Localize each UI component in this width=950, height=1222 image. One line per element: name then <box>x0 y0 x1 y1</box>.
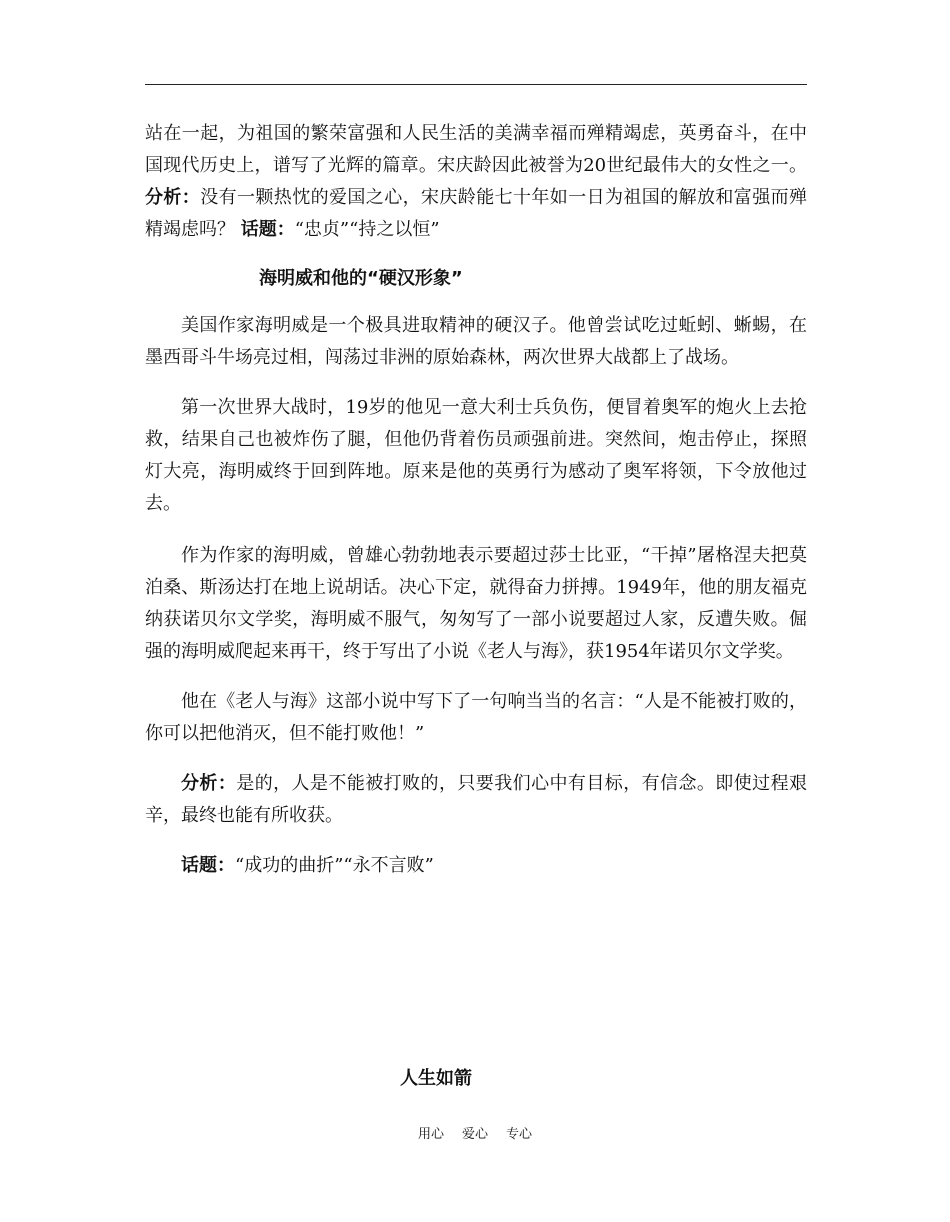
article-title: 海明威和他的“硬汉形象” <box>259 268 463 289</box>
document-content <box>145 118 807 882</box>
article-paragraph-1: 美国作家海明威是一个极具进取精神的硬汉子。他曾尝试吃过蚯蚓、蜥蜴，在墨西哥斗牛场亮过相，闯荡过非洲的原始森林，两次世界大战都上了战场。 <box>145 315 807 368</box>
footer-part-2: 爱心 <box>461 1127 488 1142</box>
article-analysis <box>145 768 807 832</box>
article-topic-text: “成功的曲折”“永不言败” <box>235 855 434 876</box>
intro-topic-text: “忠贞”“持之以恒” <box>294 219 440 240</box>
article-analysis-label: 分析： <box>181 773 237 794</box>
footer-part-3: 专心 <box>506 1127 533 1142</box>
intro-analysis-text: 没有一颗热忱的爱国之心，宋庆龄能七十年如一日为祖国的解放和富强而殚精竭虑吗？ <box>145 187 807 240</box>
article-analysis-text: 是的，人是不能被打败的，只要我们心中有目标，有信念。即使过程艰辛，最终也能有所收获。 <box>145 773 808 826</box>
footer-part-1: 用心 <box>417 1127 444 1142</box>
next-section-title: 人生如箭 <box>400 1068 472 1089</box>
article-paragraph-2: 第一次世界大战时，19岁的他见一意大利士兵负伤，便冒着奥军的炮火上去抢救，结果自己也被炸伤了腿，但他仍背着伤员顽强前进。突然间，炮击停止，探照灯大亮，海明威终于回到阵地。原来是他的英勇行为感动了奥军将领，下令放他过去。 <box>145 397 807 514</box>
article-topic <box>145 850 807 882</box>
page-footer <box>0 1124 950 1146</box>
article-paragraph-4: 他在《老人与海》这部小说中写下了一句响当当的名言：“人是不能被打败的，你可以把他消灭，但不能打败他！” <box>145 691 807 744</box>
article-paragraph-3: 作为作家的海明威，曾雄心勃勃地表示要超过莎士比亚，“干掉”屠格涅夫把莫泊桑、斯汤达打在地上说胡话。决心下定，就得奋力拼搏。1949年，他的朋友福克纳获诺贝尔文学奖，海明威不服气，匆匆写了一部小说要超过人家，反遭失败。倔强的海明威爬起来再干，终于写出了小说《老人与海》，获1954年诺贝尔文学奖。 <box>145 545 807 662</box>
header-rule <box>145 84 807 85</box>
intro-text: 站在一起，为祖国的繁荣富强和人民生活的美满幸福而殚精竭虑，英勇奋斗，在中国现代历史上，谱写了光辉的篇章。宋庆龄因此被誉为20世纪最伟大的女性之一。 <box>145 123 807 176</box>
intro-analysis-label: 分析： <box>145 187 201 208</box>
intro-paragraph <box>145 118 807 246</box>
intro-topic-label: 话题： <box>240 219 295 240</box>
article-topic-label: 话题： <box>181 855 235 876</box>
